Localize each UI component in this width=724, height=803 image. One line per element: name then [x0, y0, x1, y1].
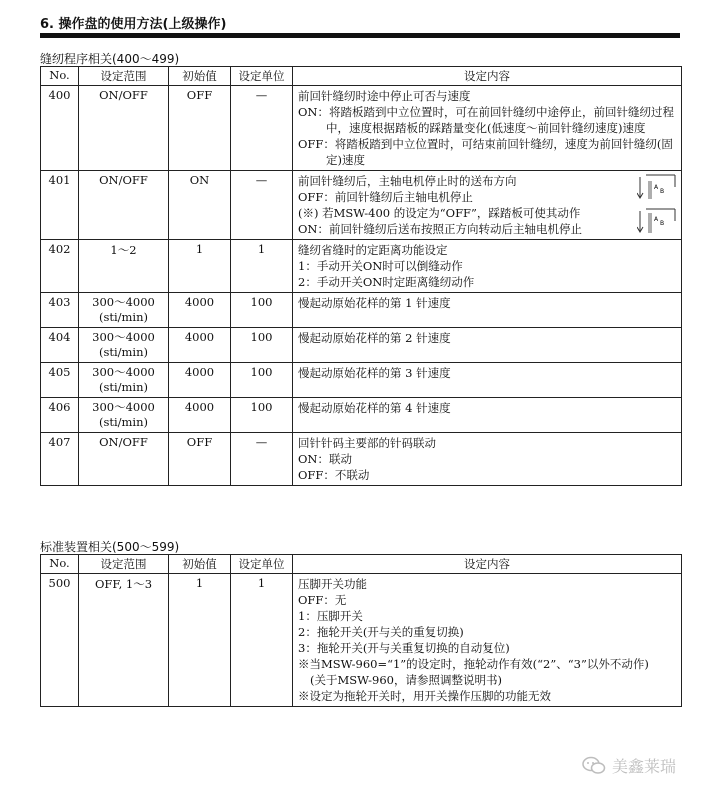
row-content	[293, 86, 682, 171]
row-no: 405	[41, 363, 79, 398]
table2-header-row	[41, 555, 682, 574]
content-line: 慢起动原始花样的第 2 针速度	[298, 331, 451, 345]
header-content: 设定内容	[293, 555, 682, 574]
diagram-label: A	[654, 216, 659, 223]
row-initial: 1	[169, 574, 231, 707]
header-initial: 初始值	[169, 555, 231, 574]
row-no: 402	[41, 240, 79, 293]
table2-caption: 标准装置相关(500～599)	[40, 540, 180, 554]
row-range: OFF, 1～3	[79, 574, 169, 707]
diagram-label: B	[660, 220, 665, 227]
content-line: 2：拖轮开关(开与关的重复切换)	[298, 625, 464, 639]
row-no: 407	[41, 433, 79, 486]
header-no: No.	[41, 555, 79, 574]
content-line: 慢起动原始花样的第 3 针速度	[298, 366, 451, 380]
table-row	[41, 240, 682, 293]
row-range	[79, 293, 169, 328]
table-row	[41, 433, 682, 486]
range-unit: (sti/min)	[98, 380, 149, 394]
row-no: 406	[41, 398, 79, 433]
row-unit: —	[231, 171, 293, 240]
content-line: (※) 若MSW-400 的设定为“OFF”，踩踏板可使其动作	[298, 206, 581, 220]
row-initial: 4000	[169, 293, 231, 328]
content-line: OFF：前回针缝纫后主轴电机停止	[298, 190, 473, 204]
table-row	[41, 293, 682, 328]
row-unit: 1	[231, 240, 293, 293]
sewing-program-table	[40, 66, 682, 486]
content-line: ※当MSW-960=“1”的设定时，拖轮动作有效(“2”、“3”以外不动作)	[298, 657, 649, 671]
row-content	[293, 328, 682, 363]
row-unit: 100	[231, 328, 293, 363]
diagram-label: A	[654, 184, 659, 191]
content-line: OFF：不联动	[298, 468, 370, 482]
title-rule	[40, 33, 680, 38]
range-unit: (sti/min)	[98, 345, 149, 359]
standard-device-table	[40, 554, 682, 707]
row-range: ON/OFF	[79, 86, 169, 171]
header-unit: 设定单位	[231, 67, 293, 86]
content-line: 前回针缝纫时途中停止可否与速度	[298, 89, 471, 103]
range-unit: (sti/min)	[98, 415, 149, 429]
row-range: ON/OFF	[79, 433, 169, 486]
row-no: 401	[41, 171, 79, 240]
content-line: (关于MSW-960，请参照调整说明书)	[310, 673, 502, 687]
table-row	[41, 574, 682, 707]
range-value: 300～4000	[92, 295, 155, 309]
row-content	[293, 433, 682, 486]
row-unit: 1	[231, 574, 293, 707]
row-no: 500	[41, 574, 79, 707]
table1-caption: 缝纫程序相关(400～499)	[40, 52, 180, 66]
row-initial: 1	[169, 240, 231, 293]
content-line: 慢起动原始花样的第 1 针速度	[298, 296, 451, 310]
content-line: 前回针缝纫后，主轴电机停止时的送布方向	[298, 174, 517, 188]
row-range: ON/OFF	[79, 171, 169, 240]
feed-direction-diagram-off	[637, 173, 677, 203]
table-row	[41, 363, 682, 398]
row-content	[293, 574, 682, 707]
content-line: OFF：将踏板踏到中立位置时，可结束前回针缝纫，速度为前回针缝纫(固定)速度	[298, 137, 673, 167]
header-range: 设定范围	[79, 67, 169, 86]
row-initial: 4000	[169, 398, 231, 433]
table-row	[41, 86, 682, 171]
diagram-label: B	[660, 188, 665, 195]
wechat-icon	[582, 756, 606, 776]
row-content	[293, 293, 682, 328]
header-unit: 设定单位	[231, 555, 293, 574]
section-title: 6. 操作盘的使用方法(上级操作)	[40, 17, 227, 32]
header-initial: 初始值	[169, 67, 231, 86]
table-row	[41, 328, 682, 363]
row-content	[293, 363, 682, 398]
content-line: 3：拖轮开关(开与关重复切换的自动复位)	[298, 641, 510, 655]
table-row	[41, 398, 682, 433]
row-unit: —	[231, 433, 293, 486]
row-initial: ON	[169, 171, 231, 240]
header-content: 设定内容	[293, 67, 682, 86]
range-value: 300～4000	[92, 400, 155, 414]
header-range: 设定范围	[79, 555, 169, 574]
row-content	[293, 240, 682, 293]
header-no: No.	[41, 67, 79, 86]
row-range	[79, 363, 169, 398]
content-line: ON：将踏板踏到中立位置时，可在前回针缝纫中途停止，前回针缝纫过程中，速度根据踏板的踩踏量变化(低速度～前回针缝纫速度)速度	[298, 105, 674, 135]
content-line: 1：手动开关ON时可以倒缝动作	[298, 259, 463, 273]
row-no: 403	[41, 293, 79, 328]
range-value: 300～4000	[92, 365, 155, 379]
watermark	[582, 754, 676, 777]
row-range	[79, 398, 169, 433]
feed-direction-diagram-on	[637, 207, 677, 237]
watermark-text: 美鑫莱瑞	[612, 757, 677, 776]
row-content	[293, 171, 682, 240]
row-initial: 4000	[169, 363, 231, 398]
table1-header-row	[41, 67, 682, 86]
content-line: 慢起动原始花样的第 4 针速度	[298, 401, 451, 415]
content-line: 压脚开关功能	[298, 577, 367, 591]
content-line: 缝纫省缝时的定距离功能设定	[298, 243, 448, 257]
content-line: ON：联动	[298, 452, 352, 466]
row-no: 404	[41, 328, 79, 363]
content-line: 2：手动开关ON时定距离缝纫动作	[298, 275, 475, 289]
row-no: 400	[41, 86, 79, 171]
content-line: 回针针码主要部的针码联动	[298, 436, 436, 450]
row-unit: 100	[231, 398, 293, 433]
table-row	[41, 171, 682, 240]
content-line: OFF：无	[298, 593, 347, 607]
range-value: 300～4000	[92, 330, 155, 344]
row-unit: —	[231, 86, 293, 171]
row-unit: 100	[231, 293, 293, 328]
content-line: ※设定为拖轮开关时，用开关操作压脚的功能无效	[298, 689, 551, 703]
row-range	[79, 328, 169, 363]
row-initial: 4000	[169, 328, 231, 363]
range-unit: (sti/min)	[98, 310, 149, 324]
row-unit: 100	[231, 363, 293, 398]
content-line: 1：压脚开关	[298, 609, 363, 623]
row-content	[293, 398, 682, 433]
content-line: ON：前回针缝纫后送布按照正方向转动后主轴电机停止	[298, 222, 582, 236]
row-initial: OFF	[169, 433, 231, 486]
row-initial: OFF	[169, 86, 231, 171]
row-range: 1～2	[79, 240, 169, 293]
